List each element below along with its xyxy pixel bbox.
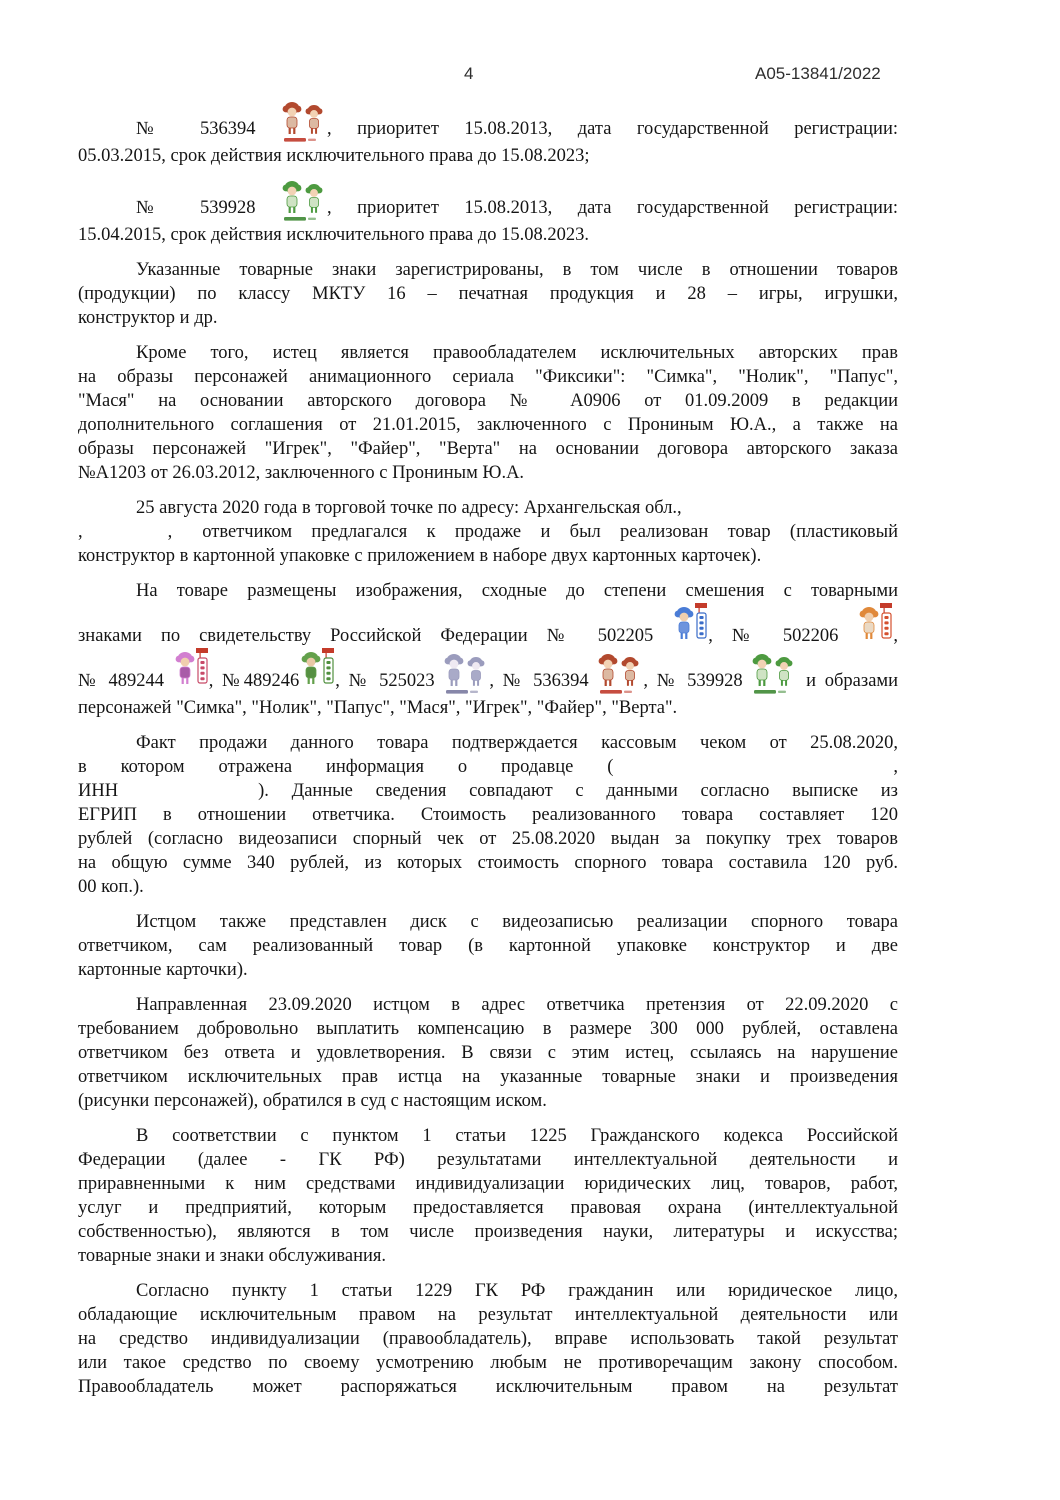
page-header <box>0 64 1060 88</box>
text-segment: , № 536394 <box>489 671 598 691</box>
case-number: А05-13841/2022 <box>755 64 881 83</box>
text-line <box>78 437 898 461</box>
text-segment: обладающие исключительным правом на результат интеллектуальной деятельности или <box>78 1305 898 1325</box>
trademark-525023-image <box>443 652 489 696</box>
text-line <box>78 544 898 568</box>
text-line <box>78 603 898 648</box>
text-segment: ответчиком предлагался к продаже и был реализован товар (пластиковый <box>202 522 898 542</box>
text-line <box>78 579 898 603</box>
text-segment: Правообладатель может распоряжаться исключительным правом на результат <box>78 1377 898 1397</box>
text-line <box>78 389 898 413</box>
text-line <box>78 1327 898 1351</box>
text-segment: в котором отражена информация о продавце ( <box>78 757 614 777</box>
text-segment: На товаре размещены изображения, сходные до степени смешения с товарными <box>136 581 898 601</box>
paragraph <box>78 910 898 982</box>
text-segment: (продукции) по классу МКТУ 16 – печатная продукция и 28 – игры, игрушки, <box>78 284 898 304</box>
text-line <box>78 1279 898 1303</box>
text-line <box>78 1124 898 1148</box>
text-segment: требованием добровольно выплатить компенсацию в размере 300 000 рублей, оставлена <box>78 1019 898 1039</box>
text-segment: , № 525023 <box>335 671 444 691</box>
text-segment: услуг и предприятий, которым предоставляется правовая охрана (интеллектуальной <box>78 1198 898 1218</box>
text-segment: , № 502206 <box>708 626 858 646</box>
text-segment: дополнительного соглашения от 21.01.2015, заключенного с Прониным Ю.А., а также на <box>78 415 898 435</box>
text-segment: 15.04.2015, срок действия исключительного права до 15.08.2023. <box>78 225 590 245</box>
text-segment: В соответствии с пунктом 1 статьи 1225 Гражданского кодекса Российской <box>136 1126 898 1146</box>
text-segment: 05.03.2015, срок действия исключительного права до 15.08.2023; <box>78 146 590 166</box>
paragraph <box>78 993 898 1113</box>
text-segment: "Мася" на основании авторского договора № А0906 от 01.09.2009 в редакции <box>78 391 898 411</box>
document-body <box>78 100 898 1410</box>
text-line <box>78 696 898 720</box>
text-line <box>78 144 898 168</box>
text-line <box>78 341 898 365</box>
text-segment: Согласно пункту 1 статьи 1229 ГК РФ гражданин или юридическое лицо, <box>136 1281 898 1301</box>
redacted-gap <box>118 779 258 780</box>
text-segment: на средство индивидуализации (правообладатель), вправе использовать такой результат <box>78 1329 898 1349</box>
text-line <box>78 934 898 958</box>
text-segment: персонажей "Симка", "Нолик", "Папус", "Мася", "Игрек", "Файер", "Верта". <box>78 698 678 718</box>
text-segment: на общую сумме 340 рублей, из которых стоимость спорного товара составила 120 руб. <box>78 853 898 873</box>
text-segment: 00 коп.). <box>78 877 144 897</box>
text-segment: знаками по свидетельству Российской Федерации № 502205 <box>78 626 673 646</box>
text-line <box>78 100 898 144</box>
text-line <box>78 779 898 803</box>
text-segment: и образами <box>797 671 899 691</box>
text-segment: Направленная 23.09.2020 истцом в адрес ответчика претензия от 22.09.2020 с <box>136 995 898 1015</box>
text-line <box>78 803 898 827</box>
text-segment: 25 августа 2020 года в торговой точке по адресу: Архангельская обл., <box>136 498 682 518</box>
text-segment: ответчиком без ответа и удовлетворения. В связи с этим истец, ссылаясь на нарушение <box>78 1043 898 1063</box>
text-line <box>78 496 898 520</box>
text-segment: Истцом также представлен диск с видеозаписью реализации спорного товара <box>136 912 898 932</box>
trademark-539928-image <box>281 179 327 223</box>
text-segment: конструктор в картонной упаковке с приложением в наборе двух картонных карточек). <box>78 546 762 566</box>
text-line <box>78 520 898 544</box>
text-segment: Федерации (далее - ГК РФ) результатами интеллектуальной деятельности и <box>78 1150 898 1170</box>
text-line <box>78 1089 898 1113</box>
text-line <box>78 851 898 875</box>
text-segment: собственностью), являются в том числе произведения науки, литературы и искусства; <box>78 1222 898 1242</box>
text-line <box>78 827 898 851</box>
trademark-502205-image <box>672 603 708 647</box>
text-line <box>78 1065 898 1089</box>
text-line <box>78 1017 898 1041</box>
text-segment: образы персонажей "Игрек", "Файер", "Верта" на основании договора авторского заказа <box>78 439 898 459</box>
text-segment: № 489244 <box>78 671 173 691</box>
paragraph <box>78 258 898 330</box>
text-line <box>78 1220 898 1244</box>
text-segment: , приоритет 15.08.2013, дата государственной регистрации: <box>326 119 898 139</box>
text-line <box>78 1351 898 1375</box>
text-segment: ). Данные сведения совпадают с данными согласно выписке из <box>258 781 898 801</box>
text-line <box>78 223 898 247</box>
paragraph <box>78 179 898 247</box>
paragraph <box>78 341 898 485</box>
trademark-489246-image <box>299 648 335 692</box>
text-segment: рублей (согласно видеозаписи спорный чек от 25.08.2020 выдан за покупку трех товаров <box>78 829 898 849</box>
trademark-539928-image <box>751 652 797 696</box>
redacted-gap <box>83 520 168 521</box>
redacted-gap <box>613 755 893 756</box>
text-line <box>78 648 898 696</box>
text-line <box>78 1148 898 1172</box>
text-line <box>78 461 898 485</box>
text-segment: или такое средство по своему усмотрению любым не противоречащим закону способом. <box>78 1353 898 1373</box>
text-line <box>78 993 898 1017</box>
text-line <box>78 958 898 982</box>
trademark-502206-image <box>857 603 893 647</box>
text-line <box>78 1244 898 1268</box>
trademark-536394-image <box>597 652 643 696</box>
text-line <box>78 910 898 934</box>
text-segment: конструктор и др. <box>78 308 218 328</box>
text-segment: № 536394 <box>136 119 281 139</box>
paragraph <box>78 1124 898 1268</box>
text-segment: ИНН <box>78 781 119 801</box>
text-line <box>78 755 898 779</box>
text-segment: , № 539928 <box>643 671 752 691</box>
text-line <box>78 179 898 223</box>
text-segment: приравненными к ним средствами индивидуализации юридических лиц, товаров, работ, <box>78 1174 898 1194</box>
text-segment: , приоритет 15.08.2013, дата государственной регистрации: <box>326 198 898 218</box>
text-line <box>78 1375 898 1399</box>
paragraph <box>78 1279 898 1399</box>
text-segment: (рисунки персонажей), обратился в суд с настоящим иском. <box>78 1091 547 1111</box>
text-segment: , <box>893 757 898 777</box>
redacted-gap <box>172 520 202 521</box>
text-segment: ЕГРИП в отношении ответчика. Стоимость реализованного товара составляет 120 <box>78 805 898 825</box>
text-segment: №А1203 от 26.03.2012, заключенного с Прониным Ю.А. <box>78 463 525 483</box>
text-segment: товарные знаки и знаки обслуживания. <box>78 1246 387 1266</box>
text-line <box>78 1041 898 1065</box>
text-segment: , <box>78 522 83 542</box>
text-line <box>78 875 898 899</box>
paragraph <box>78 731 898 899</box>
text-segment: Факт продажи данного товара подтверждается кассовым чеком от 25.08.2020, <box>136 733 898 753</box>
text-segment: на образы персонажей анимационного сериала "Фиксики": "Симка", "Нолик", "Папус", <box>78 367 898 387</box>
page-number: 4 <box>464 64 474 83</box>
trademark-489244-image <box>173 648 209 692</box>
text-line <box>78 306 898 330</box>
text-segment: ответчиком, сам реализованный товар (в картонной упаковке конструктор и две <box>78 936 898 956</box>
paragraph <box>78 100 898 168</box>
trademark-536394-image <box>281 100 327 144</box>
text-segment: , <box>893 626 898 646</box>
text-segment: № 539928 <box>136 198 281 218</box>
paragraph <box>78 579 898 720</box>
text-line <box>78 282 898 306</box>
text-segment: , <box>167 522 173 542</box>
text-segment: ответчиком исключительных прав истца на указанные товарные знаки и произведения <box>78 1067 898 1087</box>
text-segment: , №489246 <box>208 671 300 691</box>
text-segment: картонные карточки). <box>78 960 248 980</box>
paragraph <box>78 496 898 568</box>
text-segment: Кроме того, истец является правообладателем исключительных авторских прав <box>136 343 898 363</box>
text-line <box>78 1196 898 1220</box>
text-line <box>78 413 898 437</box>
text-segment: Указанные товарные знаки зарегистрированы, в том числе в отношении товаров <box>136 260 898 280</box>
text-line <box>78 258 898 282</box>
text-line <box>78 1303 898 1327</box>
text-line <box>78 1172 898 1196</box>
text-line <box>78 365 898 389</box>
text-line <box>78 731 898 755</box>
